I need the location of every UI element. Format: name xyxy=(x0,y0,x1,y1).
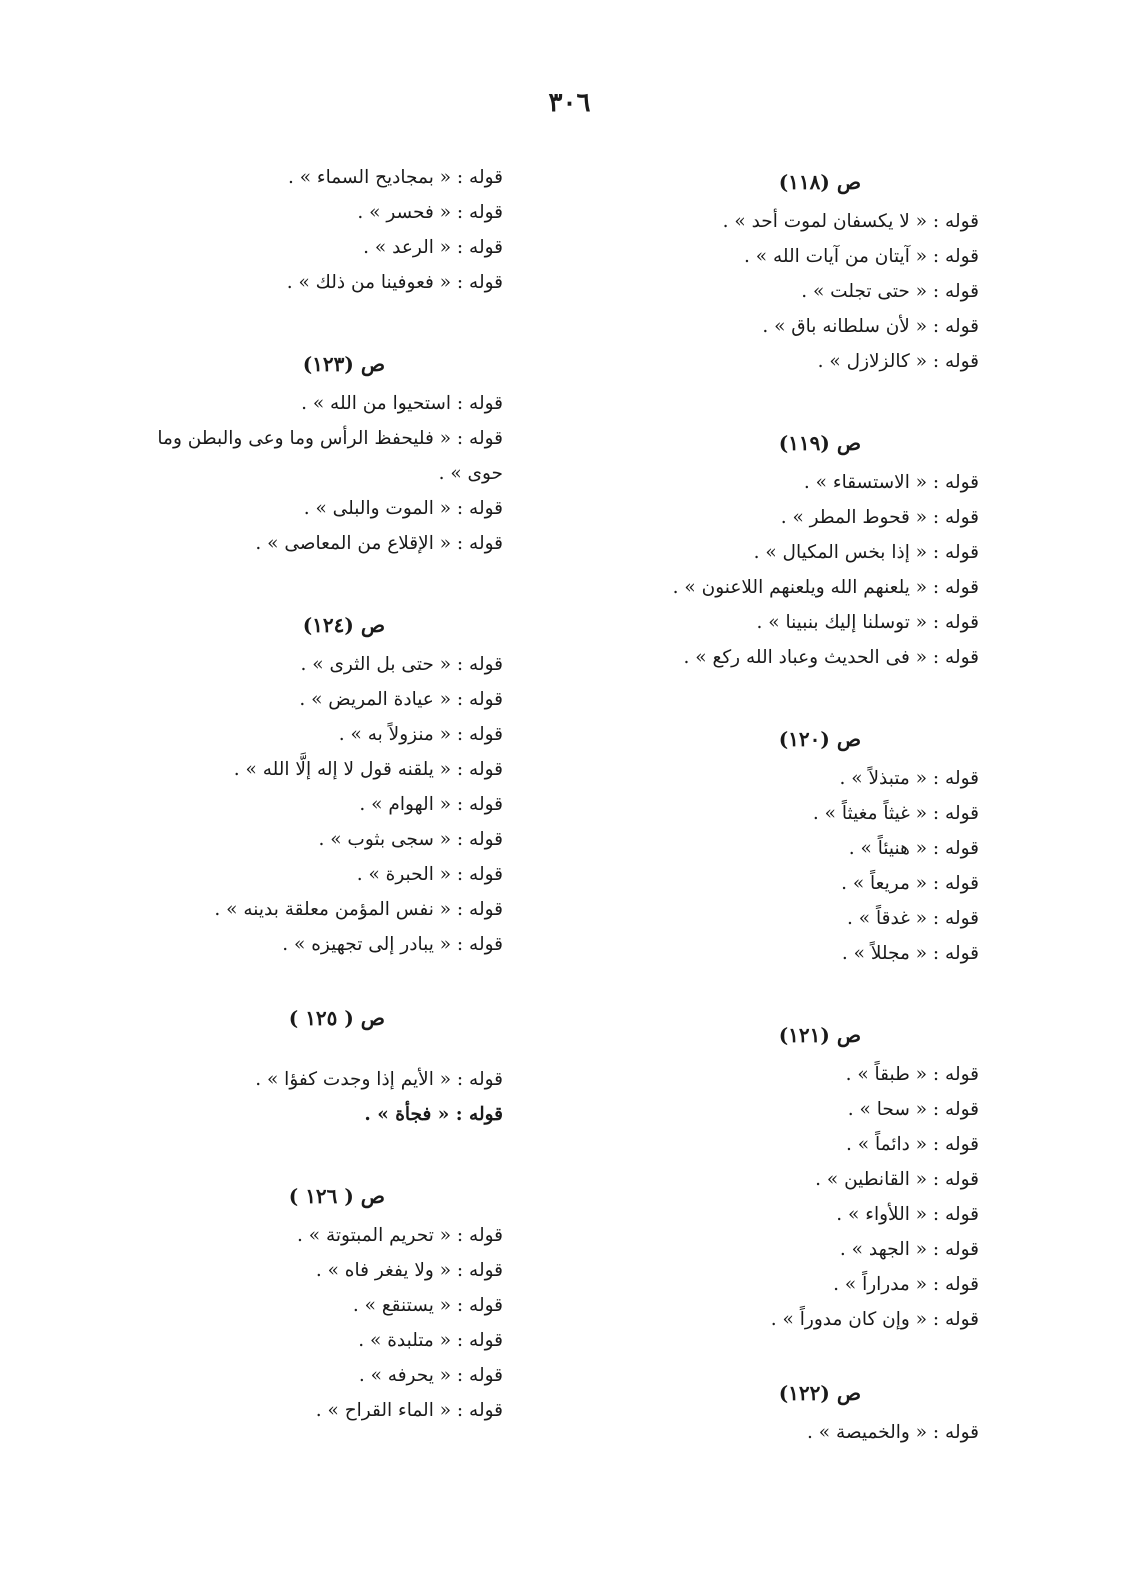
entry-line: قوله : « اللأواء » . xyxy=(836,1204,979,1225)
right-column xyxy=(509,160,979,1450)
section-122 xyxy=(509,1371,979,1450)
entry-line: قوله : « يلعنهم الله ويلعنهم اللاعنون » . xyxy=(672,577,979,598)
entry-line: قوله : « كالزلازل » . xyxy=(817,351,979,372)
section-heading: ص (١٢٠) xyxy=(778,727,861,751)
entry-line: قوله : « فليحفظ الرأس وما وعى والبطن وما xyxy=(157,428,503,449)
entry-line: قوله : « بمجاديح السماء » . xyxy=(287,167,503,188)
entry-line: قوله : « الإقلاع من المعاصى » . xyxy=(255,533,503,554)
section-continued xyxy=(63,160,503,300)
entry-line: قوله : « الجهد » . xyxy=(839,1239,979,1260)
section-heading: ص (١٢٢) xyxy=(778,1381,861,1405)
entry-line: قوله : « سجى بثوب » . xyxy=(318,829,503,850)
entry-line: قوله : « عيادة المريض » . xyxy=(299,689,503,710)
entry-line: قوله : « لا يكسفان لموت أحد » . xyxy=(722,211,979,232)
section-heading: ص (١٢١) xyxy=(778,1023,861,1047)
section-heading: ص (١٢٣) xyxy=(302,352,385,376)
section-120 xyxy=(509,717,979,971)
entry-line: قوله : « متلبدة » . xyxy=(358,1330,503,1351)
section-heading: ص (١٢٤) xyxy=(302,613,385,637)
entry-line: قوله : « لأن سلطانه باق » . xyxy=(762,316,979,337)
entry-line: قوله : « يبادر إلى تجهيزه » . xyxy=(282,934,503,955)
entry-line: قوله : « منزولاً به » . xyxy=(338,724,503,745)
entry-line: قوله : « غدقاً » . xyxy=(847,908,979,929)
section-heading: ص ( ١٢٦ ) xyxy=(288,1184,385,1208)
entry-line: قوله : « دائماً » . xyxy=(846,1134,979,1155)
section-heading: ص (١١٩) xyxy=(778,431,861,455)
entry-line: قوله : « حتى بل الثرى » . xyxy=(300,654,503,675)
entry-line: قوله : « قحوط المطر » . xyxy=(780,507,979,528)
section-heading: ص (١١٨) xyxy=(778,170,861,194)
section-121 xyxy=(509,1013,979,1337)
entry-line: قوله : « والخميصة » . xyxy=(806,1422,979,1443)
entry-line: قوله : « نفس المؤمن معلقة بدينه » . xyxy=(214,899,503,920)
section-118 xyxy=(509,160,979,379)
entry-line: قوله : « فجأة » . xyxy=(364,1104,503,1125)
entry-line: قوله : « إذا بخس المكيال » . xyxy=(753,542,979,563)
section-126 xyxy=(63,1174,503,1428)
entry-line: قوله : « آيتان من آيات الله » . xyxy=(744,246,979,267)
entry-line: حوى » . xyxy=(438,463,503,484)
entry-line: قوله : « تحريم المبتوتة » . xyxy=(296,1225,503,1246)
entry-line: قوله : « الاستسقاء » . xyxy=(803,472,979,493)
entry-line: قوله : « فحسر » . xyxy=(357,202,503,223)
entry-line: قوله : « يحرفه » . xyxy=(358,1365,503,1386)
entry-line: قوله : « غيثاً مغيثاً » . xyxy=(812,803,979,824)
entry-line: قوله : « الموت والبلى » . xyxy=(303,498,503,519)
entry-line: قوله : « القانطين » . xyxy=(815,1169,979,1190)
entry-line: قوله : « يستنقع » . xyxy=(352,1295,503,1316)
entry-line: قوله : « فعوفينا من ذلك » . xyxy=(286,272,503,293)
entry-line: قوله : « الهوام » . xyxy=(359,794,503,815)
entry-line: قوله : « ولا يفغر فاه » . xyxy=(315,1260,503,1281)
entry-line: قوله : « سحا » . xyxy=(847,1099,979,1120)
entry-line: قوله : « متبذلاً » . xyxy=(839,768,979,789)
entry-line: قوله : « يلقنه قول لا إله إلَّا الله » . xyxy=(233,759,503,780)
page-number: ٣٠٦ xyxy=(548,88,591,118)
entry-line: قوله : « حتى تجلت » . xyxy=(801,281,979,302)
section-124 xyxy=(63,603,503,962)
entry-line: قوله : « مدراراً » . xyxy=(833,1274,979,1295)
entry-line: قوله : « الأيم إذا وجدت كفؤا » . xyxy=(255,1069,503,1090)
section-123 xyxy=(63,342,503,561)
entry-line: قوله : استحيوا من الله » . xyxy=(301,393,503,414)
section-119 xyxy=(509,421,979,675)
entry-line: قوله : « الحبرة » . xyxy=(356,864,503,885)
entry-line: قوله : « توسلنا إليك بنبينا » . xyxy=(756,612,979,633)
entry-line: قوله : « وإن كان مدوراً » . xyxy=(770,1309,979,1330)
entry-line: قوله : « الماء القراح » . xyxy=(315,1400,503,1421)
section-125 xyxy=(63,996,503,1132)
entry-line: قوله : « الرعد » . xyxy=(363,237,503,258)
left-column xyxy=(63,160,503,1428)
section-heading: ص ( ١٢٥ ) xyxy=(288,1006,385,1030)
entry-line: قوله : « مريعاً » . xyxy=(841,873,979,894)
entry-line: قوله : « هنيئاً » . xyxy=(848,838,979,859)
entry-line: قوله : « فى الحديث وعباد الله ركع » . xyxy=(683,647,979,668)
entry-line: قوله : « طبقاً » . xyxy=(845,1064,979,1085)
entry-line: قوله : « مجللاً » . xyxy=(841,943,979,964)
